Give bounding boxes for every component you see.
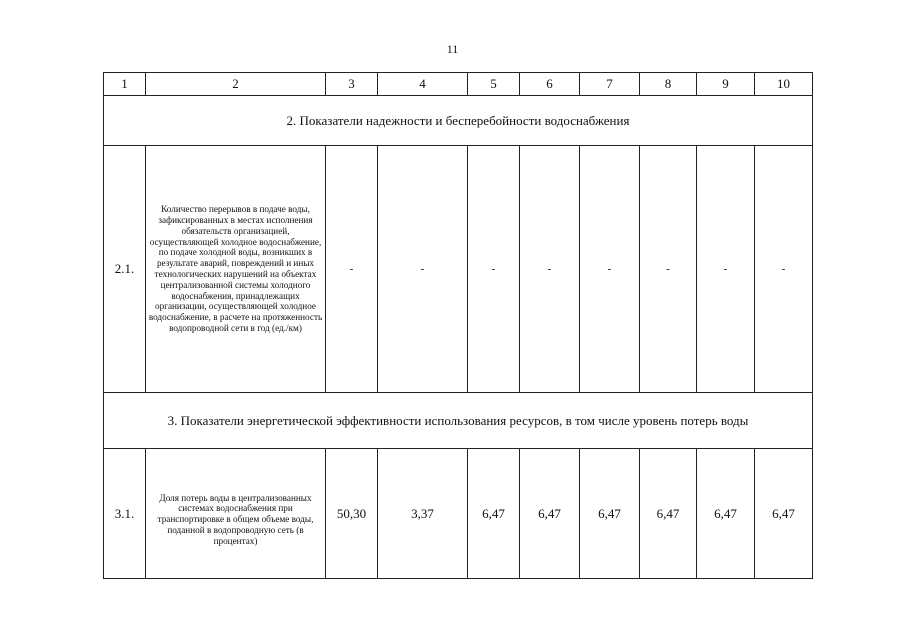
- value-cell: 6,47: [755, 449, 813, 579]
- column-number: 7: [580, 73, 640, 96]
- column-number: 10: [755, 73, 813, 96]
- table-row: [104, 146, 813, 393]
- value-cell: -: [378, 146, 468, 393]
- row-number: 2.1.: [104, 146, 146, 393]
- value-cell: 6,47: [697, 449, 755, 579]
- indicators-table: [103, 72, 813, 579]
- row-description: Количество перерывов в подаче воды, зафиксированных в местах исполнения обязательств организацией, осуществляющей холодное водоснабжение, по подаче холодной воды, возникших в результате аварий, повреждений и иных технологических нарушений на объектах централизованной системы холодного водоснабжения, принадлежащих организации, осуществляющей холодное водоснабжение, в расчете на протяженность водопроводной сети в год (ед./км): [146, 146, 326, 393]
- value-cell: -: [755, 146, 813, 393]
- page-number: 11: [446, 42, 459, 56]
- column-number: 5: [468, 73, 520, 96]
- value-cell: 6,47: [580, 449, 640, 579]
- row-number: 3.1.: [104, 449, 146, 579]
- section-heading: 2. Показатели надежности и бесперебойности водоснабжения: [104, 96, 813, 146]
- value-cell: 50,30: [326, 449, 378, 579]
- column-number: 6: [520, 73, 580, 96]
- value-cell: 3,37: [378, 449, 468, 579]
- section-heading: 3. Показатели энергетической эффективности использования ресурсов, в том числе уровень потерь воды: [104, 393, 813, 449]
- section-row: [104, 393, 813, 449]
- row-description: Доля потерь воды в централизованных системах водоснабжения при транспортировке в общем объеме воды, поданной в водопроводную сеть (в процентах): [146, 449, 326, 579]
- column-number-row: [104, 73, 813, 96]
- value-cell: 6,47: [640, 449, 697, 579]
- value-cell: -: [468, 146, 520, 393]
- column-number: 1: [104, 73, 146, 96]
- value-cell: 6,47: [468, 449, 520, 579]
- section-row: [104, 96, 813, 146]
- table-row: [104, 449, 813, 579]
- column-number: 4: [378, 73, 468, 96]
- column-number: 3: [326, 73, 378, 96]
- column-number: 2: [146, 73, 326, 96]
- value-cell: -: [326, 146, 378, 393]
- column-number: 9: [697, 73, 755, 96]
- value-cell: -: [580, 146, 640, 393]
- value-cell: -: [640, 146, 697, 393]
- value-cell: 6,47: [520, 449, 580, 579]
- value-cell: -: [520, 146, 580, 393]
- column-number: 8: [640, 73, 697, 96]
- value-cell: -: [697, 146, 755, 393]
